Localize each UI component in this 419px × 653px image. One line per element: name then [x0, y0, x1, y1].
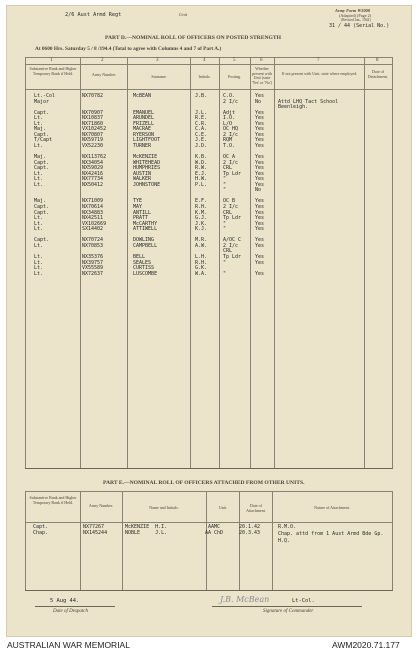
initials: C.E.	[195, 131, 208, 138]
despatch-caption: Date of Despatch	[53, 609, 88, 614]
army-number: VX102452	[82, 126, 107, 133]
posting: RQM	[223, 137, 233, 144]
present: Yes	[255, 226, 265, 233]
e-header-nature: Nature of Attachment.	[314, 505, 350, 510]
army-number: NX77734	[82, 176, 104, 183]
initials: R.H.	[195, 204, 208, 210]
present: Yes	[255, 170, 265, 177]
initials: E.F.	[195, 198, 208, 205]
surname: SEALES	[133, 259, 152, 266]
rank: Lt.	[34, 181, 44, 188]
army-number: NX72637	[82, 270, 104, 277]
part-e-title: PART E.—NOMINAL ROLL OF OFFICERS ATTACHED FROM OTHER UNITS.	[103, 480, 305, 486]
army-number: NX70724	[82, 237, 104, 244]
rank: Capt.	[34, 165, 50, 172]
present: Yes	[255, 142, 265, 149]
posting: "	[223, 259, 227, 266]
e-header-army-number: Army Number.	[88, 503, 114, 508]
surname: BELL	[133, 253, 146, 260]
unit-caption: Unit	[179, 12, 188, 17]
posting: 2 I/c	[223, 159, 239, 166]
rank: Lt.	[34, 120, 44, 127]
roll-datetime: At 0600 Hrs. Saturday 5 / 8 /194.4 (Total to agree with Columns 4 and 7 of Part A.)	[35, 46, 222, 52]
posting: CRL	[223, 209, 233, 216]
present: No	[255, 187, 262, 194]
posting: OC HQ	[223, 126, 239, 133]
serial-number: 31 / 44 (Serial No.)	[329, 23, 390, 29]
form-revised: (Revised Jan., 1942)	[341, 18, 371, 22]
initials: L.H.	[195, 253, 208, 260]
present: Yes	[255, 204, 265, 210]
where-employed: Attd LHQ Tact School Beenleigh.	[278, 98, 339, 110]
posting: "	[223, 270, 227, 277]
surname: McBEAN	[133, 93, 152, 99]
col-num-2: 2	[101, 58, 104, 63]
col-header-surname: Surname.	[151, 74, 167, 79]
form-number: Army Form W3008	[335, 8, 371, 13]
surname: JOHNSTONE	[133, 181, 161, 188]
surname: ANTILL	[133, 209, 152, 216]
present: Yes	[255, 181, 265, 188]
e-header-unit: Unit.	[218, 505, 228, 510]
rank: Maj.	[34, 126, 47, 133]
present: Yes	[255, 154, 265, 161]
present: Yes	[255, 215, 265, 222]
surname: HUMPHRIES	[133, 165, 161, 172]
form-adapted: (Adapted) (Page 2)	[339, 13, 372, 18]
rank: Lt.	[34, 259, 44, 266]
present: No	[255, 98, 262, 105]
col-num-8: 8	[376, 58, 379, 63]
col-header-rank: Substantive Rank and Higher Temporary Rank if Held.	[29, 66, 77, 76]
posting: "	[223, 220, 227, 227]
e-rank: Chap.	[33, 530, 49, 536]
present: Yes	[255, 242, 265, 249]
present: Yes	[255, 120, 265, 127]
present: Yes	[255, 165, 265, 172]
col-header-army-number: Army Number.	[91, 72, 117, 77]
rank: T/Capt	[34, 137, 53, 144]
present: Yes	[255, 131, 265, 138]
initials: J.D.	[195, 142, 208, 149]
posting: 2 I/c	[223, 204, 239, 210]
surname: LUSCOMBE	[133, 270, 158, 277]
rank: Capt.	[34, 237, 50, 244]
initials: C.R.	[195, 120, 208, 127]
surname: FRIZELL	[133, 120, 155, 127]
surname: ARUNDEL	[133, 115, 155, 122]
army-number: NX70853	[82, 242, 104, 249]
army-number: NX10837	[82, 115, 104, 122]
initials: R.W.	[195, 165, 208, 172]
e-unit: AAMC	[208, 524, 221, 530]
rank: Lt.	[34, 226, 44, 233]
e-name: McKENZIE H.I.	[125, 524, 168, 530]
posting: OC A	[223, 154, 236, 161]
posting: Tp Ldr	[223, 215, 242, 222]
army-number: NX71009	[82, 198, 104, 205]
part-d-title: PART D.—NOMINAL ROLL OF OFFICERS ON POSTED STRENGTH	[105, 35, 281, 41]
posting: Tp Ldr	[223, 170, 242, 177]
initials: G.K.	[195, 265, 208, 272]
army-number: NX42511	[82, 215, 104, 222]
rank: Lt.	[34, 253, 44, 260]
army-number: NX39757	[82, 259, 104, 266]
form-sheet	[7, 6, 411, 636]
e-rank: Capt.	[33, 524, 49, 530]
commander-rank: Lt-Col.	[292, 598, 315, 604]
rank: Lt.-Col	[34, 93, 56, 99]
despatch-date: 5 Aug 44.	[50, 598, 80, 604]
signature-caption: Signature of Commander	[263, 609, 314, 614]
present: Yes	[255, 198, 265, 205]
col-num-1: 1	[50, 58, 53, 63]
e-header-rank: Substantive Rank and Higher Temporary Rank if Held.	[29, 495, 77, 505]
surname: McKENZIE	[133, 154, 158, 161]
col-header-initials: Initials.	[198, 74, 211, 79]
present: Yes	[255, 159, 265, 166]
initials: R.E.	[195, 115, 208, 122]
present: Yes	[255, 176, 265, 183]
table-row	[7, 272, 411, 277]
army-number: VX102669	[82, 220, 107, 227]
e-army-number: NX77267	[83, 524, 105, 530]
col-num-4: 4	[203, 58, 206, 63]
posting: CRL	[223, 165, 233, 172]
e-nature: R.M.O.	[278, 524, 297, 530]
army-number: NX70614	[82, 204, 104, 210]
table-row	[7, 530, 411, 544]
rank: Capt.	[34, 131, 50, 138]
surname: WALKER	[133, 176, 152, 183]
rank: Capt.	[34, 209, 50, 216]
posting: Tp Ldr	[223, 253, 242, 260]
rank: Lt.	[34, 170, 44, 177]
present: Yes	[255, 137, 265, 144]
initials: K.B.	[195, 154, 208, 161]
initials: A.W.	[195, 242, 208, 249]
army-number: NX34054	[82, 159, 104, 166]
army-number: NX59029	[82, 165, 104, 172]
e-name: NOBLE J.L.	[125, 530, 168, 536]
e-army-number: NX145244	[83, 530, 108, 536]
surname: AUSTIN	[133, 170, 152, 177]
initials: J.E.	[195, 137, 208, 144]
rank: Capt.	[34, 159, 50, 166]
present: Yes	[255, 253, 265, 260]
surname: MACRAE	[133, 126, 152, 133]
posting: CRL	[223, 248, 233, 255]
rank: Lt.	[34, 270, 44, 277]
present: Yes	[255, 209, 265, 216]
posting: A/OC C	[223, 237, 242, 244]
present: Yes	[255, 115, 265, 122]
present: Yes	[255, 220, 265, 227]
army-number: NX70782	[82, 93, 104, 99]
posting: "	[223, 187, 227, 194]
col-header-detachment: Date of Detachment.	[367, 69, 389, 79]
rank: Lt.	[34, 215, 44, 222]
surname: TURNER	[133, 142, 152, 149]
initials: M.R.	[195, 237, 208, 244]
army-number: NX59719	[82, 137, 104, 144]
posting: "	[223, 226, 227, 233]
surname: ATTIWELL	[133, 226, 158, 233]
initials: W.A.	[195, 270, 208, 277]
initials: K.J.	[195, 226, 208, 233]
col-num-6: 6	[260, 58, 263, 63]
army-number: VX55589	[82, 265, 104, 272]
army-number: SX14402	[82, 226, 104, 233]
initials: J.L.	[195, 109, 208, 116]
initials: K.M.	[195, 209, 208, 216]
col-num-3: 3	[156, 58, 159, 63]
rank: Capt.	[34, 109, 50, 116]
army-number: NX42416	[82, 170, 104, 177]
surname: MAY	[133, 204, 143, 210]
army-number: NX50412	[82, 181, 104, 188]
posting: L/O	[223, 120, 233, 127]
posting: C.O.	[223, 93, 236, 99]
col-header-where-employed: If not present with Unit, state where employed.	[281, 71, 358, 76]
posting: OC B	[223, 198, 236, 205]
present: Yes	[255, 109, 265, 116]
rank: Lt.	[34, 242, 44, 249]
army-number: NX34883	[82, 209, 104, 216]
present: Yes	[255, 237, 265, 244]
posting: 2 I/c	[223, 242, 239, 249]
surname: TYE	[133, 198, 143, 205]
army-number: NX70807	[82, 131, 104, 138]
e-date: 20.1.42	[239, 524, 261, 530]
e-nature: Chap. attd from 1 Aust Armd Bde Gp. H.Q.	[278, 531, 384, 544]
footer-accession: AWM2020.71.177	[332, 640, 400, 650]
initials: J.B.	[195, 93, 208, 99]
posting: "	[223, 181, 227, 188]
posting: T.O.	[223, 142, 236, 149]
posting: "	[223, 176, 227, 183]
initials: G.J.	[195, 215, 208, 222]
rank: Lt.	[34, 176, 44, 183]
e-unit: AA ChD	[205, 530, 224, 536]
present: Yes	[255, 126, 265, 133]
col-num-7: 7	[317, 58, 320, 63]
rank: Lt.	[34, 265, 44, 272]
rank: Maj.	[34, 198, 47, 205]
surname: EMANUEL	[133, 109, 155, 116]
surname: LIGHTFOOT	[133, 137, 161, 144]
e-date: 20.3.43	[239, 530, 261, 536]
initials: R.H.	[195, 259, 208, 266]
col-header-present: Whether present with Unit (state 'Yes' or 'No')	[251, 66, 273, 85]
col-num-5: 5	[233, 58, 236, 63]
initials: E.J.	[195, 170, 208, 177]
surname: CAMPBELL	[133, 242, 158, 249]
rank: Major	[34, 98, 50, 105]
e-header-name: Name and Initials.	[149, 505, 179, 510]
unit-name: 2/6 Aust Armd Regt	[65, 12, 122, 18]
army-number: NX113762	[82, 154, 107, 161]
posting: 2 I/c	[223, 131, 239, 138]
rank: Capt.	[34, 204, 50, 210]
footer-institution: AUSTRALIAN WAR MEMORIAL	[7, 640, 130, 650]
col-header-posting: Posting.	[227, 74, 241, 79]
present: Yes	[255, 259, 265, 266]
initials: C.A.	[195, 126, 208, 133]
surname: DOWLING	[133, 237, 155, 244]
posting: Adjt	[223, 109, 236, 116]
present: Yes	[255, 270, 265, 277]
surname: PRATT	[133, 215, 149, 222]
army-number: NX70907	[82, 109, 104, 116]
posting: I.O.	[223, 115, 236, 122]
rank: Lt.	[34, 115, 44, 122]
initials: J.K.	[195, 220, 208, 227]
present: Yes	[255, 93, 265, 99]
rank: Maj.	[34, 154, 47, 161]
army-number: NX35376	[82, 253, 104, 260]
surname: WHITEHEAD	[133, 159, 161, 166]
initials: W.D.	[195, 159, 208, 166]
rank: Lt.	[34, 142, 44, 149]
initials: H.W.	[195, 176, 208, 183]
army-number: NX71860	[82, 120, 104, 127]
surname: CURTISS	[133, 265, 155, 272]
e-header-date: Date of Attachment.	[246, 503, 266, 513]
initials: P.L.	[195, 181, 208, 188]
surname: McCARTHY	[133, 220, 158, 227]
posting: 2 I/c	[223, 98, 239, 105]
surname: RYERSON	[133, 131, 155, 138]
commander-signature: J.B. McBean	[220, 595, 270, 604]
rank: Lt.	[34, 220, 44, 227]
army-number: VX52230	[82, 142, 104, 149]
